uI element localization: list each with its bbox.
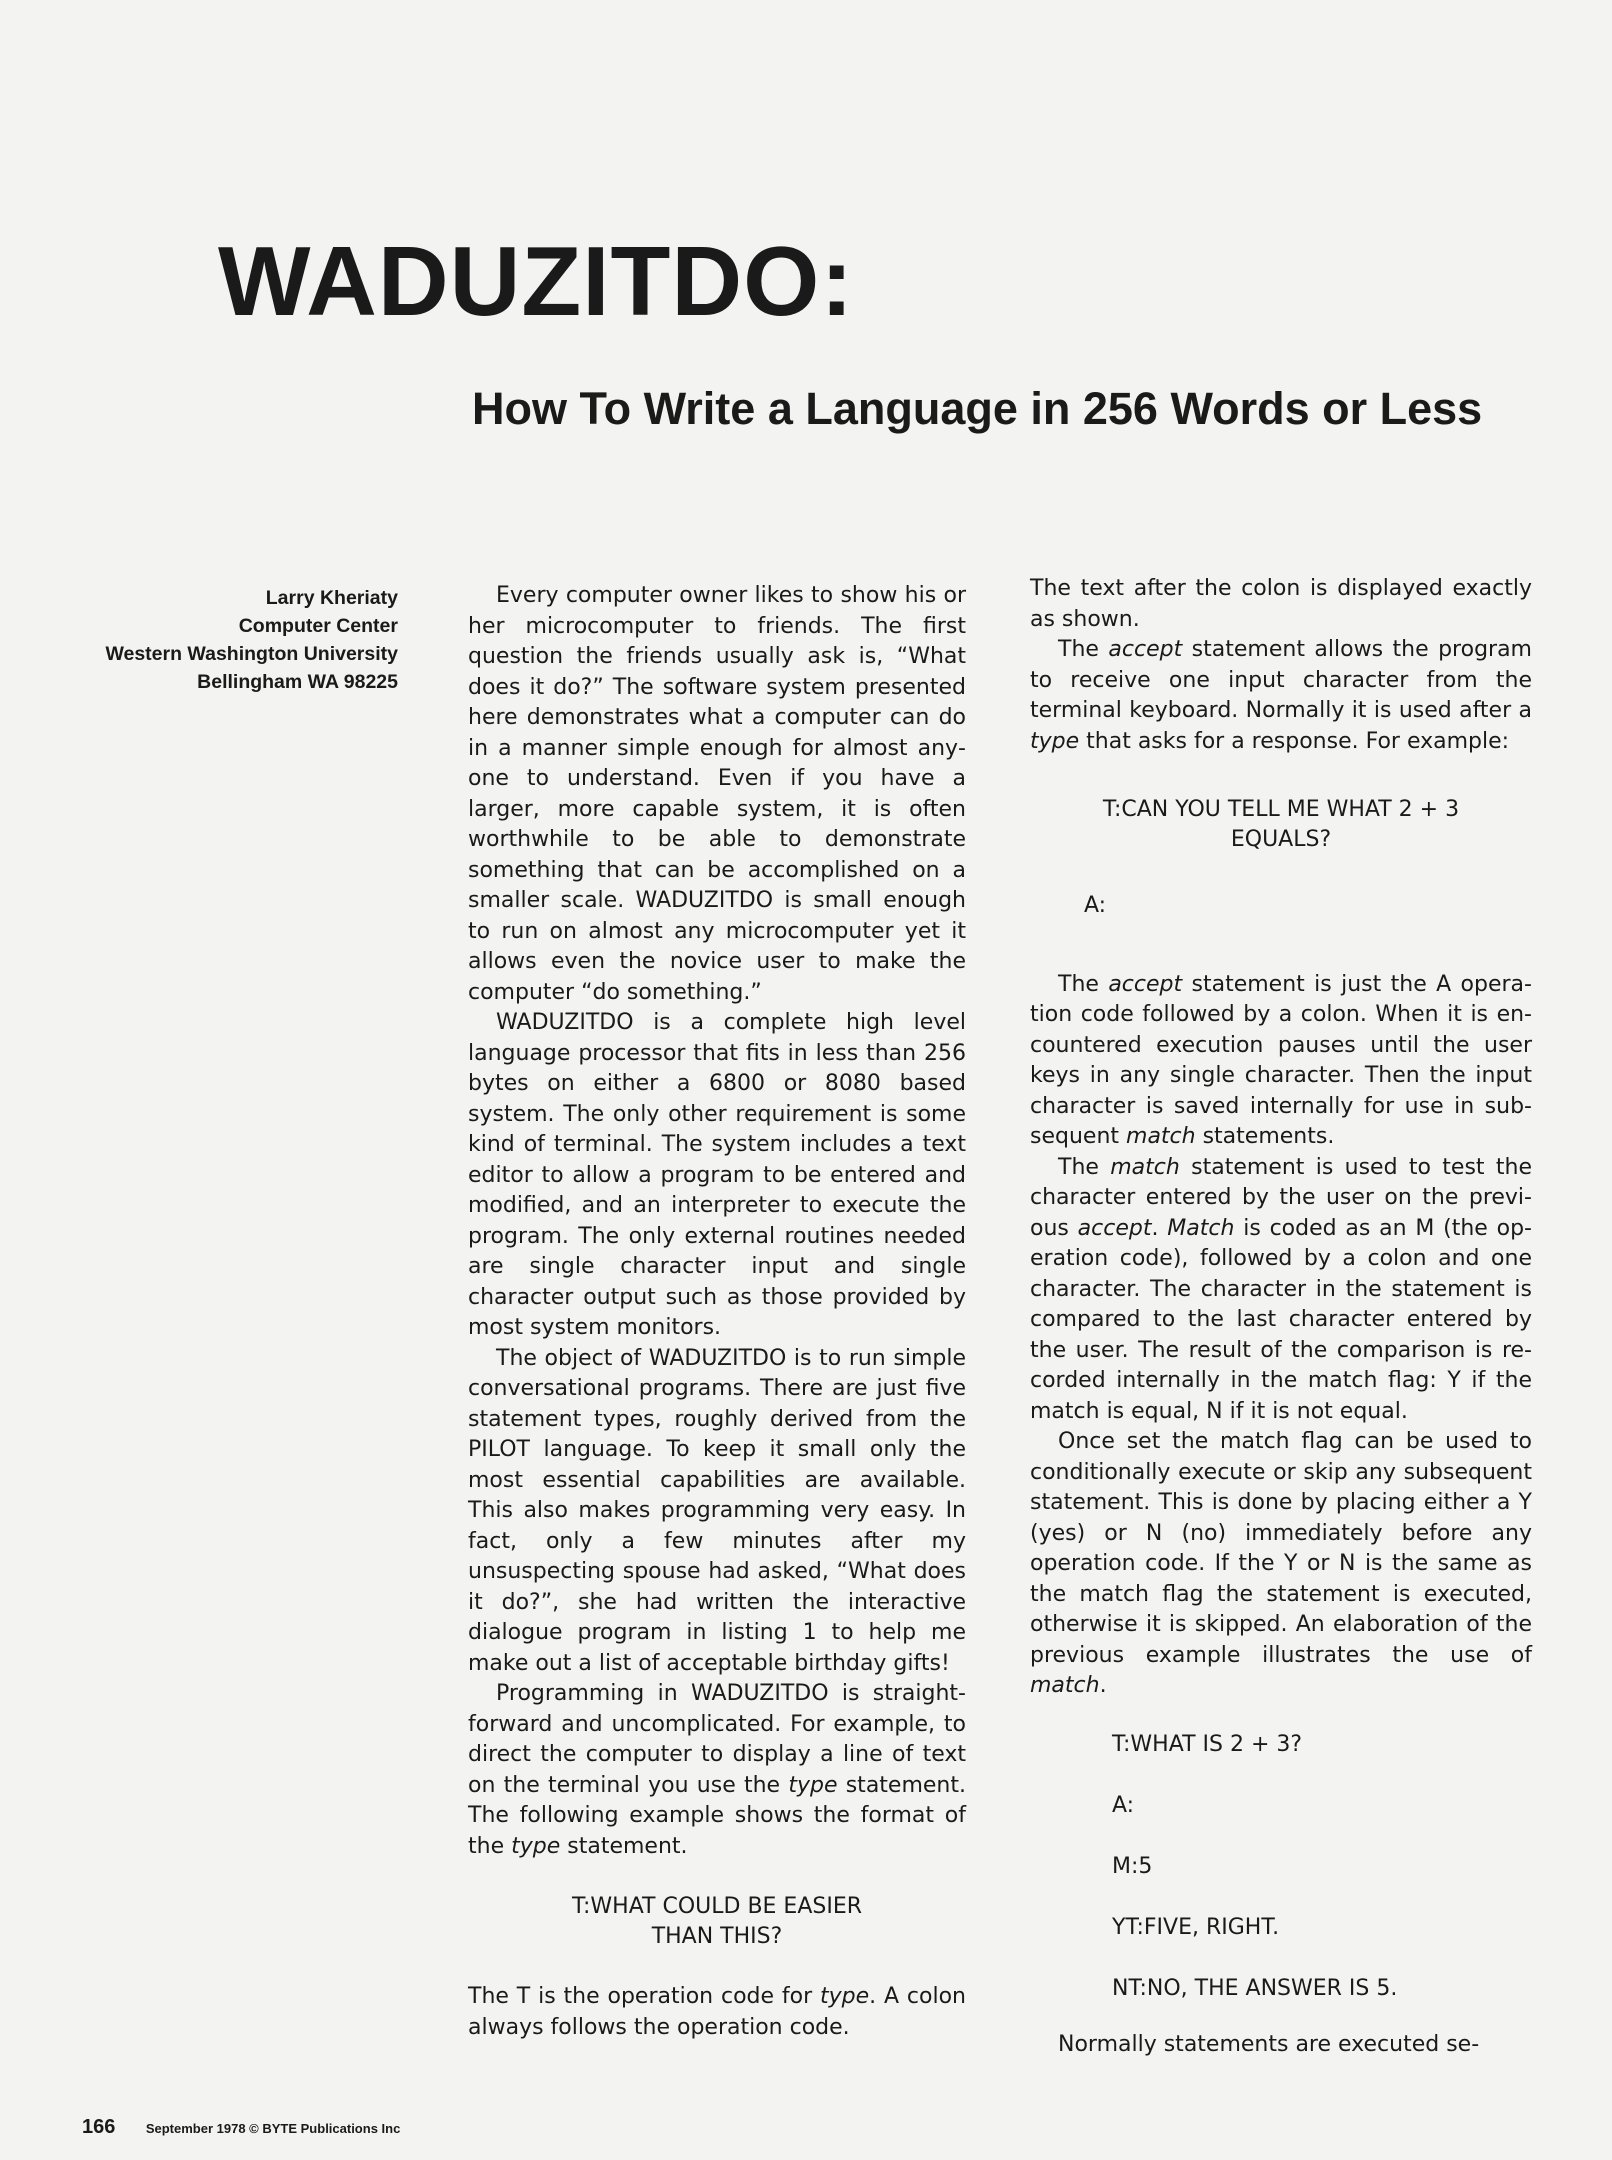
page-number: 166 [82, 2116, 116, 2138]
code-line: A: [1084, 893, 1107, 918]
code-line: A: [1112, 1792, 1135, 1818]
code-line: T:WHAT IS 2 + 3? [1112, 1731, 1303, 1757]
article-title: WADUZITDO: [218, 226, 854, 336]
author-institution: Western Washington University [105, 643, 398, 665]
code-line: T:WHAT COULD BE EASIER [571, 1894, 863, 1919]
paragraph: The T is the operation code for type. A colon always follows the operation code. [468, 1984, 966, 2040]
paragraph: Programming in WADUZITDO is straightforward and uncomplicated. For example, to direct the computer to display a line of text on the terminal you use the type statement. The following example shows the format of the type statement. [468, 1681, 966, 1859]
author-name: Larry Kheriaty [265, 587, 398, 609]
code-line: T:CAN YOU TELL ME WHAT 2 + 3 [1102, 797, 1460, 822]
code-line: THAN THIS? [651, 1924, 783, 1949]
paragraph: The match statement is used to test the character entered by the user on the previous accept. Match is coded as an M (the operation code), followed by a colon and one character. The character in the statement is compared to the last character entered by the user. The result of the comparison is recorded internally in the match flag: Y if the match is equal, N if it is not equal. [1030, 1154, 1532, 1424]
paragraph: Every computer owner likes to show his or her microcomputer to friends. The first question the friends usually ask is, “What does it do?” The software system presented here demonstrates what a computer can do in a manner simple enough for almost anyone to understand. Even if you have a larger, more capable system, it is often worthwhile to be able to demonstrate something that can be accomplished on a smaller scale. WADUZITDO is small enough to run on almost any microcomputer yet it allows even the novice user to make the computer “do something.” [468, 583, 966, 1005]
author-address: Bellingham WA 98225 [197, 671, 398, 693]
paragraph: The accept statement allows the program to receive one input character from the terminal keyboard. Normally it is used after a type that asks for a response. For example: [1030, 637, 1532, 754]
code-line: YT:FIVE, RIGHT. [1112, 1914, 1280, 1940]
code-line: NT:NO, THE ANSWER IS 5. [1112, 1975, 1398, 2001]
text-column-1 [468, 581, 966, 2043]
article-subtitle: How To Write a Language in 256 Words or Less [472, 383, 1483, 434]
footer-credit: September 1978 © BYTE Publications Inc [145, 2121, 401, 2136]
code-example-type [468, 1892, 966, 1952]
code-example-accept-line [1030, 891, 1532, 922]
paragraph: Once set the match flag can be used to conditionally execute or skip any subsequent statement. This is done by placing either a Y (yes) or N (no) immediately before any operation code. If the Y or N is the same as the match flag the statement is executed, otherwise it is skipped. An elaboration of the previous example illustrates the use of match. [1030, 1429, 1532, 1698]
paragraph: The text after the colon is displayed exactly as shown. [1030, 576, 1532, 632]
paragraph: The object of WADUZITDO is to run simple conversational programs. There are just five statement types, roughly derived from the PILOT language. To keep it small only the most essential capabilities are available. This also makes programming very easy. In fact, only a few minutes after my unsuspecting spouse had asked, “What does it do?”, she had written the interactive dialogue program in listing 1 to help me make out a list of acceptable birthday gifts! [468, 1345, 966, 1676]
author-byline [60, 584, 398, 696]
code-example-match [1030, 1730, 1532, 2004]
paragraph: WADUZITDO is a complete high level language processor that fits in less than 256 bytes on either a 6800 or 8080 based system. The only other requirement is some kind of terminal. The system includes a text editor to allow a program to be entered and modified, and an interpreter to execute the program. The only external routines needed are single character input and single character output such as those provided by most system monitors. [468, 1010, 966, 1340]
text-column-2 [1030, 574, 1532, 2060]
paragraph: Normally statements are executed se- [1058, 2031, 1480, 2057]
code-line: M:5 [1112, 1853, 1153, 1879]
code-example-accept [1030, 795, 1532, 855]
author-department: Computer Center [238, 615, 398, 637]
code-line: EQUALS? [1230, 827, 1332, 852]
paragraph: The accept statement is just the A operation code followed by a colon. When it is encountered execution pauses until the user keys in any single character. Then the input character is saved internally for use in subsequent match statements. [1030, 971, 1532, 1149]
page-footer [82, 2116, 400, 2139]
